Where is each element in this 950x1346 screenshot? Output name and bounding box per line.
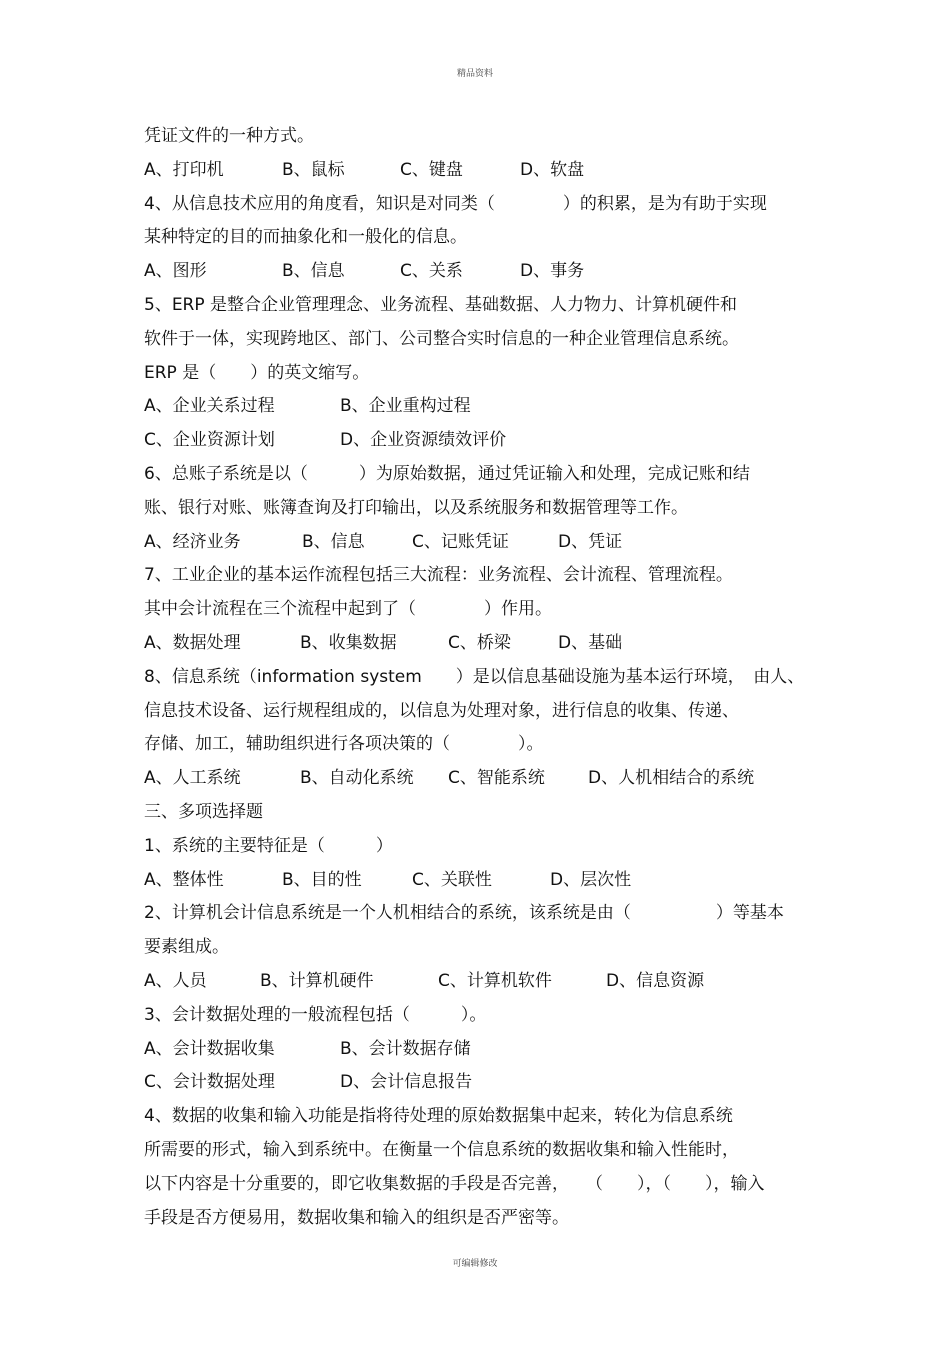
option: B、目的性 <box>282 869 362 890</box>
option: A、人员 <box>144 970 207 991</box>
options-row <box>144 627 824 661</box>
option: D、层次性 <box>550 869 632 890</box>
option: A、企业关系过程 <box>144 396 275 417</box>
option: D、企业资源绩效评价 <box>340 430 507 451</box>
question-text: 要素组成。 <box>144 937 229 958</box>
question-text: 2、计算机会计信息系统是一个人机相结合的系统，该系统是由（ ）等基本 <box>144 903 784 924</box>
question-text: 其中会计流程在三个流程中起到了（ ）作用。 <box>144 599 552 620</box>
question-text: 8、信息系统（information system ）是以信息基础设施为基本运行环境， 由人、 <box>144 666 805 687</box>
option: C、企业资源计划 <box>144 430 275 451</box>
option: B、会计数据存储 <box>340 1038 471 1059</box>
option: A、会计数据收集 <box>144 1038 275 1059</box>
option: A、图形 <box>144 261 207 282</box>
option: C、计算机软件 <box>438 970 552 991</box>
question-text: ERP 是（ ）的英文缩写。 <box>144 362 370 383</box>
option: A、数据处理 <box>144 632 241 653</box>
option: D、人机相结合的系统 <box>588 768 755 789</box>
option: A、整体性 <box>144 869 224 890</box>
option: B、信息 <box>282 261 345 282</box>
question-text: 3、会计数据处理的一般流程包括（ ）。 <box>144 1004 487 1025</box>
options-row <box>144 1033 824 1067</box>
option: D、信息资源 <box>606 970 705 991</box>
option: C、桥梁 <box>448 632 511 653</box>
option: B、企业重构过程 <box>340 396 471 417</box>
option: C、智能系统 <box>448 768 545 789</box>
option: D、基础 <box>558 632 623 653</box>
option: C、记账凭证 <box>412 531 509 552</box>
option: A、打印机 <box>144 159 224 180</box>
options-row <box>144 864 824 898</box>
question-text: 以下内容是十分重要的，即它收集数据的手段是否完善， （ ），（ ），输入 <box>144 1173 765 1194</box>
option: D、软盘 <box>520 159 585 180</box>
question-text: 信息技术设备、运行规程组成的，以信息为处理对象，进行信息的收集、传递、 <box>144 700 739 721</box>
question-text: 4、从信息技术应用的角度看，知识是对同类（ ）的积累，是为有助于实现 <box>144 193 767 214</box>
option: C、关系 <box>400 261 463 282</box>
options-row <box>144 154 824 188</box>
question-text: 软件于一体，实现跨地区、部门、公司整合实时信息的一种企业管理信息系统。 <box>144 328 739 349</box>
option: C、键盘 <box>400 159 463 180</box>
question-text: 手段是否方便易用，数据收集和输入的组织是否严密等。 <box>144 1207 569 1228</box>
page-header: 精品资料 <box>456 69 493 79</box>
question-text: 6、总账子系统是以（ ）为原始数据，通过凭证输入和处理，完成记账和结 <box>144 463 750 484</box>
option: A、人工系统 <box>144 768 241 789</box>
options-row <box>144 390 824 424</box>
question-text: 7、工业企业的基本运作流程包括三大流程：业务流程、会计流程、管理流程。 <box>144 565 733 586</box>
option: C、关联性 <box>412 869 492 890</box>
option: C、会计数据处理 <box>144 1072 275 1093</box>
question-text: 4、数据的收集和输入功能是指将待处理的原始数据集中起来，转化为信息系统 <box>144 1106 733 1127</box>
question-text: 5、ERP 是整合企业管理理念、业务流程、基础数据、人力物力、计算机硬件和 <box>144 294 738 315</box>
options-row <box>144 526 824 560</box>
option: B、计算机硬件 <box>260 970 374 991</box>
option: D、会计信息报告 <box>340 1072 473 1093</box>
option: D、事务 <box>520 261 585 282</box>
option: B、自动化系统 <box>300 768 414 789</box>
question-text: 所需要的形式，输入到系统中。在衡量一个信息系统的数据收集和输入性能时， <box>144 1139 739 1160</box>
options-row <box>144 965 824 999</box>
question-content <box>144 120 824 1235</box>
option: B、收集数据 <box>300 632 397 653</box>
option: D、凭证 <box>558 531 623 552</box>
question-text: 存储、加工，辅助组织进行各项决策的（ ）。 <box>144 734 544 755</box>
section-heading: 三、多项选择题 <box>144 801 263 822</box>
question-text: 1、系统的主要特征是（ ） <box>144 835 393 856</box>
option: A、经济业务 <box>144 531 241 552</box>
options-row <box>144 424 824 458</box>
option: B、鼠标 <box>282 159 345 180</box>
option: B、信息 <box>302 531 365 552</box>
options-row <box>144 255 824 289</box>
question-text: 某种特定的目的而抽象化和一般化的信息。 <box>144 227 467 248</box>
page-footer: 可编辑修改 <box>452 1259 498 1269</box>
question-text: 账、银行对账、账簿查询及打印输出，以及系统服务和数据管理等工作。 <box>144 497 688 518</box>
options-row <box>144 762 824 796</box>
options-row <box>144 1066 824 1100</box>
text-line: 凭证文件的一种方式。 <box>144 126 314 146</box>
